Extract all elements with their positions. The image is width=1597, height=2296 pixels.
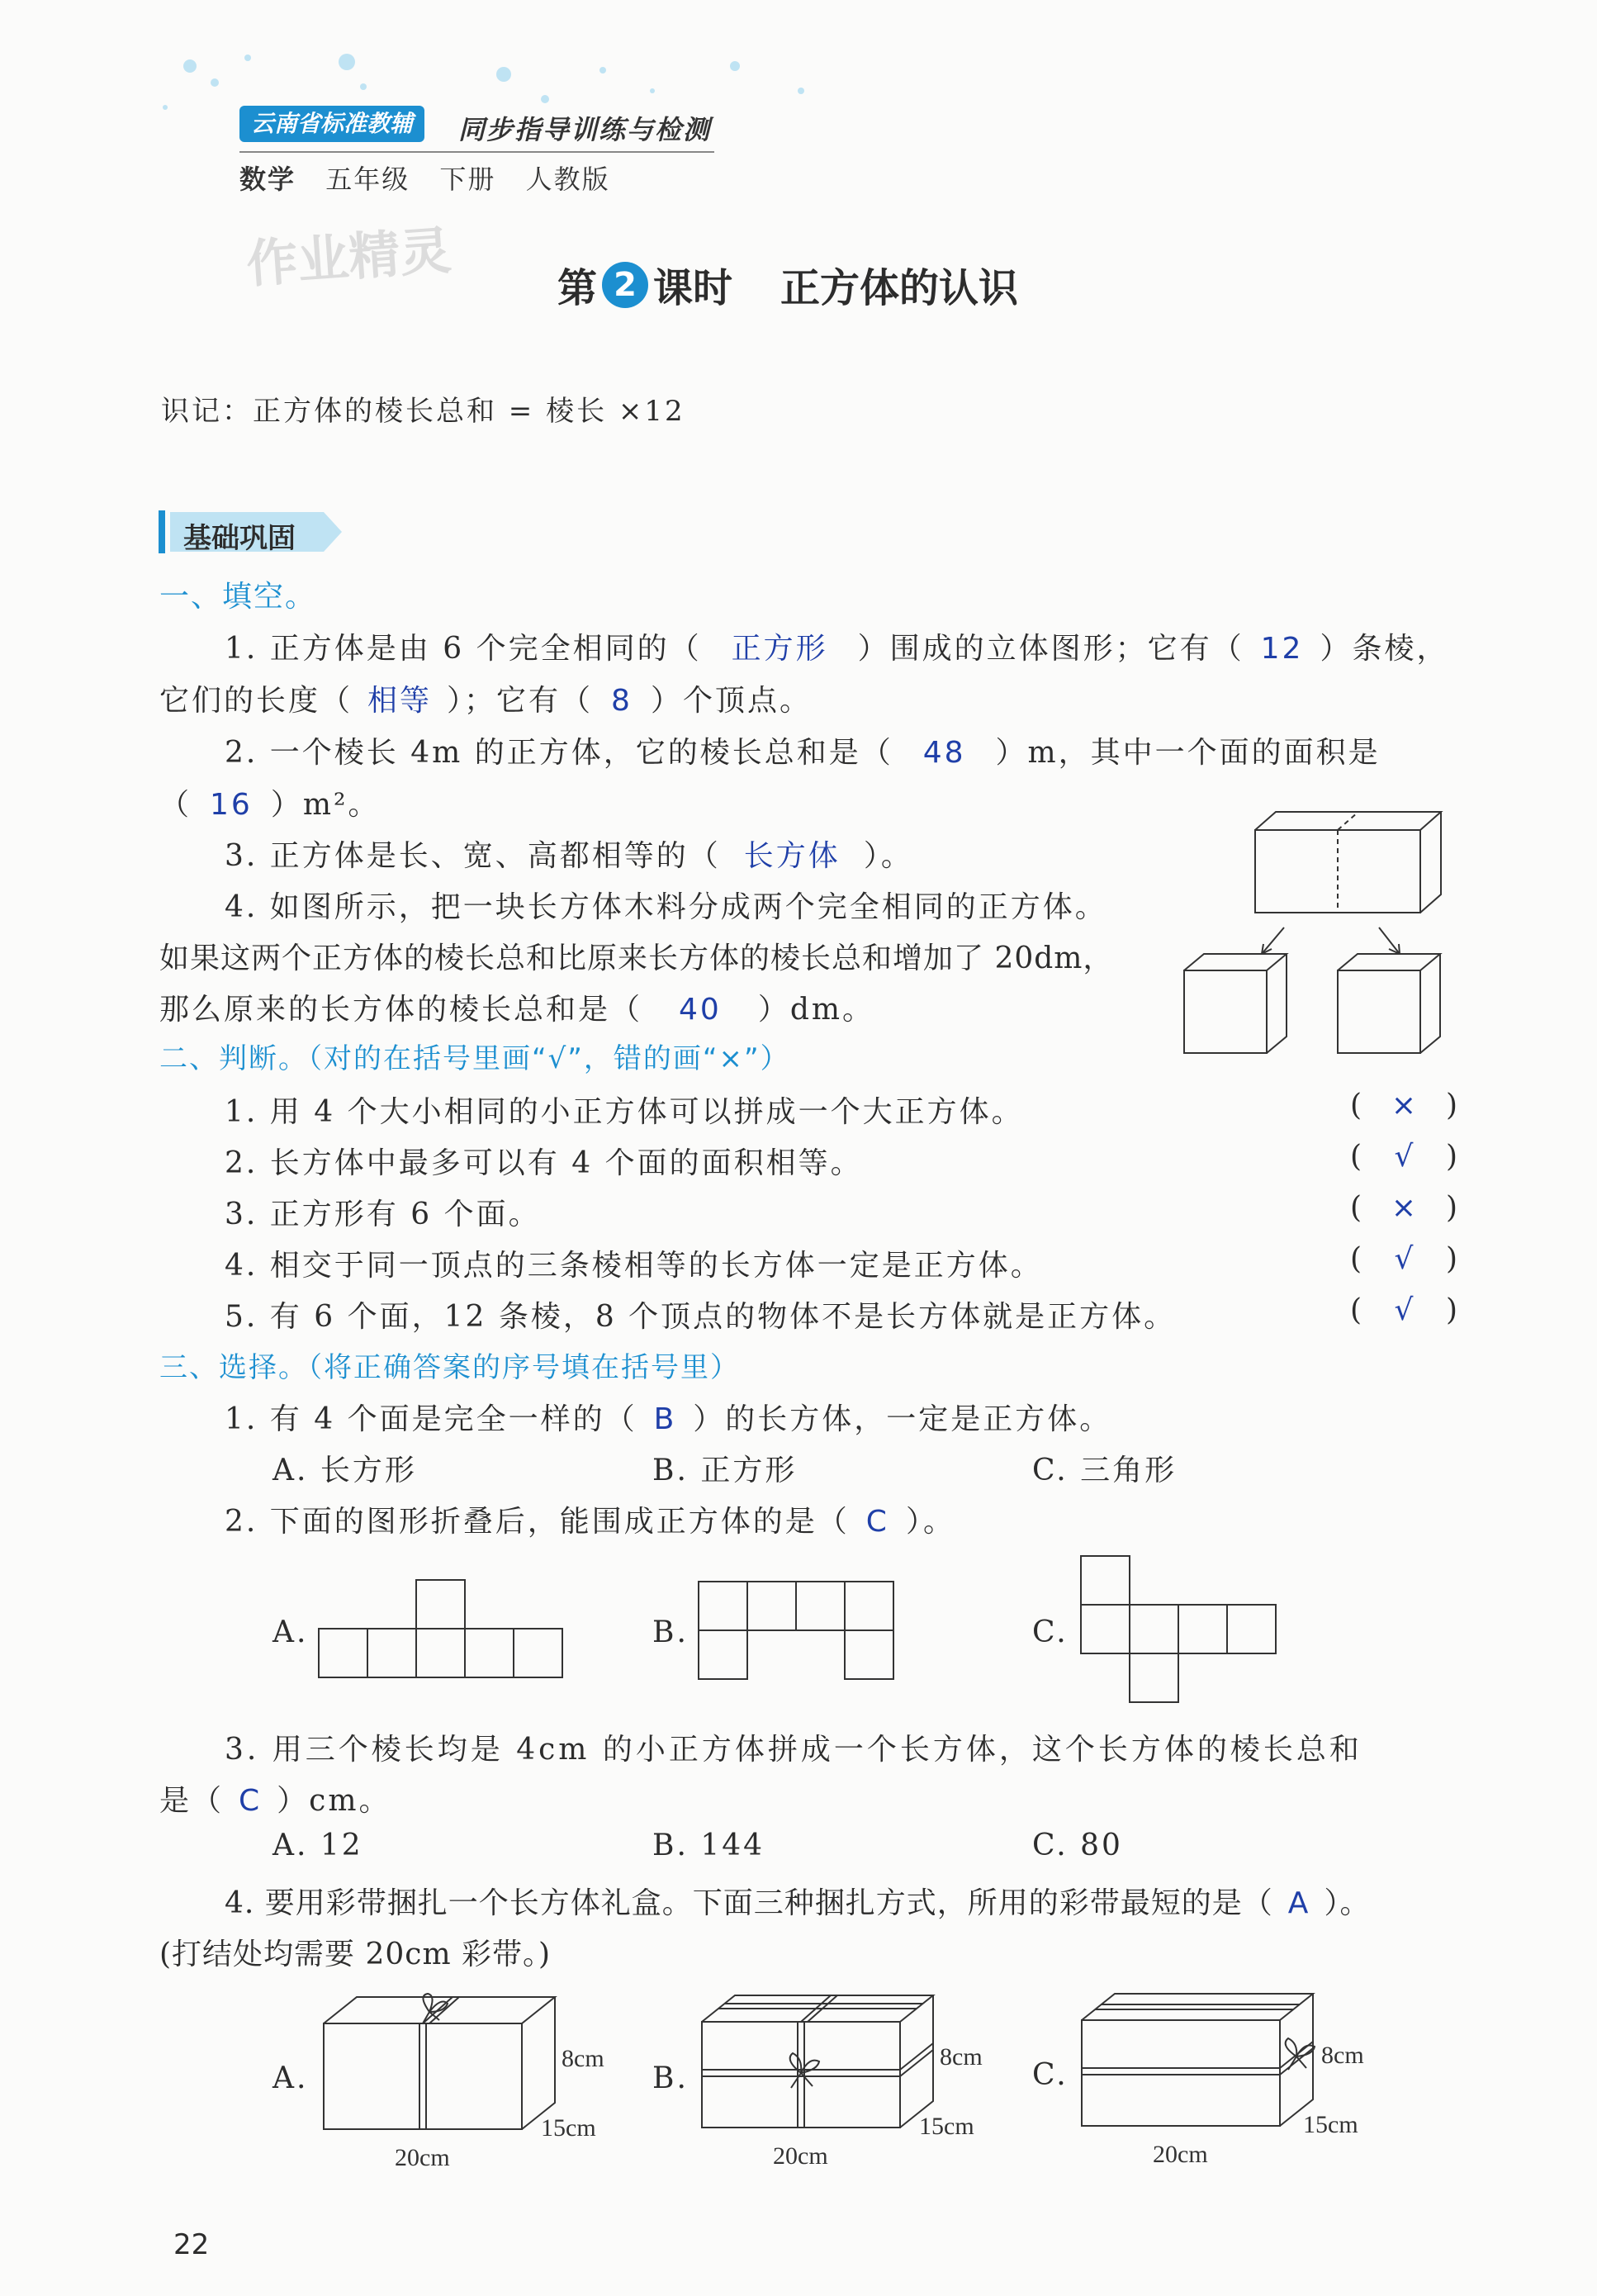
part1-q2-a: 2. 一个棱长 4m 的正方体，它的棱长总和是（	[225, 736, 893, 770]
answer-q2-1: 48	[922, 736, 966, 770]
edition: 人教版	[525, 164, 610, 195]
lesson-suffix: 课时	[653, 265, 733, 311]
part3-q4-b: ）。	[1324, 1886, 1371, 1920]
part2-items-4-ans: √	[1394, 1293, 1414, 1327]
judge-item-4: 4. 相交于同一顶点的三条棱相等的长方体一定是正方体。	[225, 1249, 1043, 1283]
section-tag	[159, 507, 348, 560]
judge-item-2: 2. 长方体中最多可以有 4 个面的面积相等。	[225, 1146, 863, 1180]
judge-item-5: 5. 有 6 个面，12 条棱，8 个顶点的物体不是长方体就是正方体。	[225, 1300, 1177, 1334]
header-series: 同步指导训练与检测	[458, 114, 712, 145]
answer-q4: 40	[679, 993, 722, 1027]
choice-q2	[225, 1498, 955, 1540]
part3-q2-a: 2. 下面的图形折叠后，能围成正方体的是（	[225, 1505, 850, 1539]
part1-q4-line3b: ）dm。	[757, 993, 875, 1027]
net-c	[1080, 1554, 1282, 1710]
judge-answers	[1350, 1089, 1457, 1345]
term: 下册	[439, 164, 496, 195]
judge-item-3: 3. 正方形有 6 个面。	[225, 1198, 541, 1231]
subject: 数学	[239, 164, 296, 195]
part1-q1-line2	[159, 677, 812, 719]
answer-q1-4: 8	[611, 684, 633, 718]
part3-q1-a: 1. 有 4 个面是完全一样的（	[225, 1402, 637, 1436]
part3-q3-c: ）cm。	[277, 1784, 391, 1818]
box-c-height: 8cm	[1321, 2042, 1364, 2069]
answer-q2-2: 16	[210, 788, 253, 822]
box-label-a: A.	[272, 2061, 309, 2095]
box-b-width: 15cm	[919, 2113, 974, 2140]
answer-q1-3: 相等	[367, 684, 433, 718]
part2-items-0-ans: ×	[1391, 1089, 1417, 1122]
choice-q4-line1	[225, 1880, 1370, 1922]
header-rule	[239, 151, 714, 153]
judge-answer-4: ( √ )	[1350, 1242, 1457, 1293]
net-label-b: B.	[652, 1615, 689, 1649]
choice-q3-line1: 3. 用三个棱长均是 4cm 的小正方体拼成一个长方体，这个长方体的棱长总和	[225, 1733, 1362, 1767]
net-a	[318, 1577, 566, 1684]
net-b-drawing	[698, 1579, 900, 1682]
choice-q1-option-c: C. 三角形	[1032, 1454, 1178, 1487]
choice-q4-note: (打结处均需要 20cm 彩带。)	[159, 1938, 552, 1971]
part3-q1-b: ）的长方体，一定是正方体。	[693, 1402, 1112, 1436]
part1-q2-d: ）m²。	[270, 788, 381, 822]
gift-box-a-drawing	[314, 1982, 628, 2180]
net-label-a: A.	[272, 1615, 309, 1649]
choice-q3-option-b: B. 144	[652, 1829, 765, 1862]
answer-q1-2: 12	[1260, 632, 1304, 666]
choice-q3-option-a: A. 12	[272, 1829, 363, 1862]
gift-box-c	[1072, 1979, 1386, 2180]
part2-items-3-ans: √	[1394, 1242, 1414, 1276]
part1-q3	[225, 833, 913, 875]
part1-q3-b: ）。	[863, 839, 913, 873]
choice-answer-4: A	[1287, 1886, 1310, 1920]
net-c-drawing	[1080, 1554, 1282, 1707]
choice-answer-3: C	[239, 1784, 263, 1818]
header-watermark: 作业精灵	[244, 220, 453, 295]
part3-q2-b: ）。	[905, 1505, 955, 1539]
box-a-height: 8cm	[562, 2045, 604, 2072]
series-title	[458, 109, 711, 147]
box-a-width: 15cm	[541, 2114, 596, 2142]
net-b	[698, 1579, 900, 1686]
answer-q3: 长方体	[743, 839, 841, 873]
net-a-drawing	[318, 1577, 566, 1681]
section-tag-label: 基础巩固	[183, 522, 296, 555]
part2-title: 二、判断。（对的在括号里画“√”，错的画“×”）	[159, 1042, 790, 1075]
box-b-height: 8cm	[940, 2043, 983, 2071]
choice-answer-1: B	[653, 1402, 677, 1436]
judge-answer-3: ( × )	[1350, 1191, 1457, 1242]
part1-q4-line3	[159, 986, 874, 1028]
box-b-length: 20cm	[773, 2142, 828, 2170]
choice-q3-option-c: C. 80	[1032, 1829, 1123, 1862]
header-meta	[239, 159, 610, 197]
judge-answer-1: ( × )	[1350, 1089, 1457, 1140]
net-label-c: C.	[1032, 1615, 1069, 1649]
part1-q2-b: ）m，其中一个面的面积是	[995, 736, 1381, 770]
part1-q2-c: （	[159, 788, 192, 822]
brand-text: 云南省标准教辅	[251, 110, 414, 137]
judge-item-1: 1. 用 4 个大小相同的小正方体可以拼成一个大正方体。	[225, 1095, 1024, 1129]
grade: 五年级	[325, 164, 410, 195]
part3-q4-a: 4. 要用彩带捆扎一个长方体礼盒。下面三种捆扎方式，所用的彩带最短的是（	[225, 1886, 1273, 1920]
box-a-length: 20cm	[395, 2144, 450, 2171]
part1-q1-a: 1. 正方体是由 6 个完全相同的（	[225, 632, 702, 666]
gift-box-a	[314, 1982, 628, 2184]
choice-q1-option-a: A. 长方形	[272, 1454, 417, 1487]
judge-answer-5: ( √ )	[1350, 1293, 1457, 1345]
part1-q4-line2: 如果这两个正方体的棱长总和比原来长方体的棱长总和增加了 20dm，	[159, 942, 1114, 975]
part3-q3-b: 是（	[159, 1784, 225, 1818]
cuboid-split-figure	[1181, 797, 1462, 1065]
gift-box-b	[692, 1981, 1006, 2182]
gift-box-c-drawing	[1072, 1979, 1386, 2177]
part3-title: 三、选择。（将正确答案的序号填在括号里）	[159, 1351, 740, 1384]
part1-q2-line1	[225, 729, 1381, 771]
part1-q1-b: ）围成的立体图形；它有（	[857, 632, 1244, 666]
gift-box-b-drawing	[692, 1981, 1006, 2179]
choice-q1	[225, 1396, 1111, 1438]
part1-title: 一、填空。	[159, 580, 317, 614]
part1-q4-line1: 4. 如图所示，把一块长方体木料分成两个完全相同的正方体。	[225, 890, 1107, 924]
part1-q1-e: ）；它有（	[447, 684, 594, 718]
part1-q1-line1	[225, 625, 1448, 667]
memo-line: 识记：正方体的棱长总和 = 棱长 ×12	[161, 395, 685, 428]
lesson-number-badge: 2	[602, 262, 648, 308]
lesson-title: 正方体的认识	[780, 265, 1019, 311]
watermark	[244, 209, 453, 296]
part2-items-2-ans: ×	[1391, 1191, 1417, 1225]
box-label-c: C.	[1032, 2058, 1069, 2092]
part1-q1-c: ）条棱，	[1320, 632, 1449, 666]
part1-q2-line2	[159, 781, 380, 823]
part1-q1-f: ）个顶点。	[650, 684, 812, 718]
page-number: 22	[173, 2228, 210, 2261]
choice-q1-option-b: B. 正方形	[652, 1454, 798, 1487]
choice-answer-2: C	[865, 1505, 889, 1539]
part2-items-1-ans: √	[1394, 1140, 1414, 1174]
part1-q3-a: 3. 正方体是长、宽、高都相等的（	[225, 839, 721, 873]
brand-logo	[239, 106, 424, 142]
answer-q1-1: 正方形	[731, 632, 828, 666]
lesson-title	[557, 256, 1018, 313]
choice-q3-line2	[159, 1777, 391, 1819]
part1-q1-d: 它们的长度（	[159, 684, 353, 718]
judge-answer-2: ( √ )	[1350, 1140, 1457, 1191]
box-c-length: 20cm	[1153, 2141, 1208, 2168]
box-c-width: 15cm	[1303, 2111, 1358, 2138]
lesson-prefix: 第	[557, 265, 598, 311]
cuboid-split-drawing	[1181, 797, 1462, 1061]
box-label-b: B.	[652, 2061, 689, 2095]
part1-q4-line3a: 那么原来的长方体的棱长总和是（	[159, 993, 643, 1027]
